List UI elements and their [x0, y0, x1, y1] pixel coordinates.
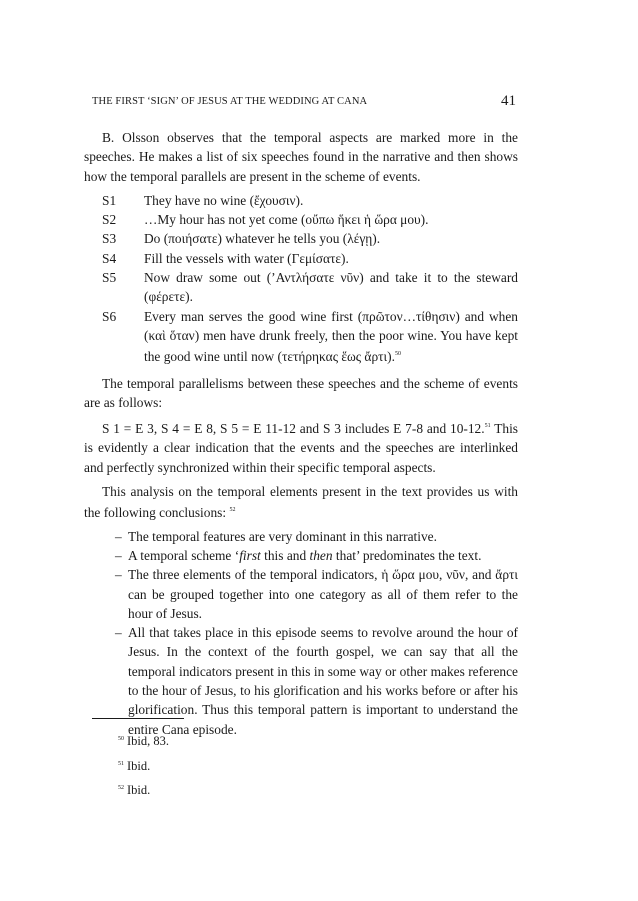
dash-bullet: – — [115, 528, 122, 544]
conclusion-item — [84, 565, 518, 623]
conclusion-text: The three elements of the temporal indicators, ἡ ὥρα μου, νῦν, and ἄρτι can be grouped together into one category as all of them refer to the hour of Jesus. — [128, 567, 518, 621]
speech-item — [84, 249, 518, 268]
speech-text: Every man serves the good wine first (πρῶτον…τίθησιν) and when (καὶ ὅταν) men have drunk freely, then the poor wine. You have kept the good wine until now (τετήρηκας ἕως ἄρτι). — [144, 308, 518, 365]
equations-text: S 1 = E 3, S 4 = E 8, S 5 = E 11-12 and S 3 includes E 7-8 and 10-12. — [102, 421, 485, 437]
dash-bullet: – — [115, 625, 122, 641]
conclusion-text: The temporal features are very dominant in this narrative. — [128, 528, 437, 544]
footnotes — [118, 728, 169, 802]
footnote-text: Ibid. — [127, 783, 151, 797]
footnote-text: Ibid, 83. — [127, 734, 170, 748]
speech-text: Do (ποιήσατε) whatever he tells you (λέγῃ). — [144, 231, 381, 247]
paragraph-olsson: B. Olsson observes that the temporal aspects are marked more in the speeches. He makes a list of six speeches found in the narrative and then shows how the temporal parallels are present in the scheme of events. — [84, 130, 518, 184]
page-number: 41 — [501, 93, 516, 109]
speech-item — [84, 229, 518, 248]
dash-bullet: – — [115, 567, 122, 583]
conclusion-text: A temporal scheme ‘ — [128, 547, 240, 563]
footnote-marker[interactable]: 50 — [394, 351, 401, 358]
footnote-number: 52 — [118, 785, 124, 791]
analysis-text: This analysis on the temporal elements present in the text provides us with the following conclusions: — [84, 484, 518, 521]
dash-bullet: – — [115, 547, 122, 563]
speech-text: …My hour has not yet come (οὔπω ἥκει ἡ ὥρα μου). — [144, 212, 429, 228]
footnote-text: Ibid. — [127, 758, 151, 773]
conclusion-item — [84, 546, 518, 565]
speech-label: S4 — [102, 250, 117, 266]
running-title: THE FIRST ‘SIGN’ OF JESUS AT THE WEDDING AT CANA — [92, 96, 368, 107]
paragraph-parallelisms: The temporal parallelisms between these speeches and the scheme of events are as follows: — [84, 375, 518, 410]
speech-item — [84, 307, 518, 367]
footnote-rule — [92, 718, 184, 719]
speech-item — [84, 210, 518, 229]
paragraph-analysis — [84, 482, 518, 523]
body-text — [84, 128, 518, 739]
running-header — [84, 95, 518, 113]
speech-label: S1 — [102, 192, 117, 208]
conclusion-text: this and — [260, 547, 310, 563]
speech-text: They have no wine (ἔχουσιν). — [144, 192, 304, 208]
footnote-number: 50 — [118, 736, 124, 742]
conclusion-text: that’ predominates the text. — [332, 547, 482, 563]
speech-label: S5 — [102, 270, 117, 286]
footnote-number: 51 — [118, 760, 124, 767]
emphasis-first: first — [239, 547, 261, 563]
speech-text: Fill the vessels with water (Γεμίσατε). — [144, 250, 349, 266]
speech-item — [84, 191, 518, 210]
speech-item — [84, 268, 518, 307]
footnote-item — [118, 777, 169, 802]
speech-label: S6 — [102, 308, 117, 324]
footnote-item — [118, 728, 169, 753]
conclusion-item — [84, 623, 518, 739]
emphasis-then: then — [309, 547, 333, 563]
conclusion-list — [84, 527, 518, 739]
conclusion-text: All that takes place in this episode seems to revolve around the hour of Jesus. In the context of the fourth gospel, we can say that all the temporal indicators present in this in some way or other makes reference to the hour of Jesus, to his glorification and his works before or after his glorification. Thus this temporal pattern is important to understand the entire Cana episode. — [128, 625, 518, 737]
speech-text: Now draw some out (’Αντλήσατε νῦν) and take it to the steward (φέρετε). — [144, 270, 518, 305]
speech-label: S3 — [102, 231, 117, 247]
speech-list — [84, 191, 518, 367]
paragraph-equations — [84, 417, 518, 477]
speech-label: S2 — [102, 212, 117, 228]
footnote-marker[interactable]: 51 — [484, 423, 491, 430]
conclusion-item — [84, 527, 518, 546]
footnote-item — [118, 753, 169, 778]
footnote-marker[interactable]: 52 — [229, 507, 236, 514]
equations-continuation: This is evidently a clear indication that the events and the speeches are interlinked and perfectly synchronized within their specific temporal aspects. — [84, 421, 519, 475]
